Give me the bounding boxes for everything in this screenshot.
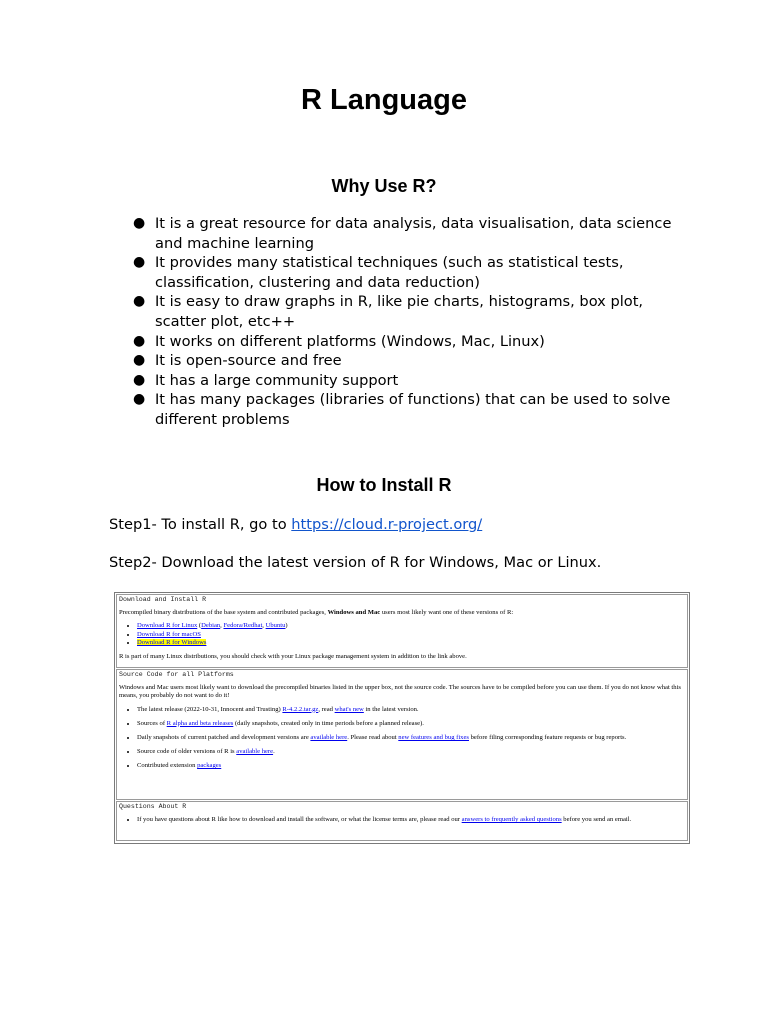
- how-to-install-heading: How to Install R: [316, 475, 452, 495]
- list-item: • Sources of R alpha and beta releases (daily snapshots, created only in time periods before a planned release).: [137, 720, 685, 728]
- intro-text: Precompiled binary distributions of the base system and contributed packages, Windows and Mac users most likely want one of these versions of R:: [119, 609, 514, 617]
- bullet-icon: ●: [133, 293, 146, 310]
- list-item: ● It is open-source and free: [133, 352, 342, 370]
- questions-list: [119, 816, 685, 824]
- alpha-beta-link[interactable]: R alpha and beta releases: [166, 719, 234, 727]
- bullet-icon: ●: [133, 254, 146, 271]
- list-item: ● It works on different platforms (Windows, Mac, Linux): [133, 332, 545, 350]
- why-use-r-list: [133, 214, 673, 430]
- list-item: [137, 639, 685, 647]
- list-item: ● It provides many statistical techniques (such as statistical tests, classification, clustering and data reduction): [133, 254, 624, 291]
- download-windows-link[interactable]: Download R for Windows: [137, 638, 207, 646]
- list-item: [137, 631, 685, 639]
- page-title: R Language: [301, 84, 467, 116]
- bullet-icon: ●: [133, 352, 146, 369]
- source-code-section: [116, 669, 688, 800]
- cran-screenshot: [114, 592, 690, 844]
- step2-paragraph: Step2- Download the latest version of R for Windows, Mac or Linux.: [109, 554, 602, 571]
- step1-paragraph: Step1- To install R, go to https://cloud.r-project.org/: [109, 516, 483, 533]
- ubuntu-link[interactable]: Ubuntu: [265, 622, 286, 630]
- bullet-icon: ●: [133, 215, 146, 231]
- intro-text: Windows and Mac users most likely want to download the precompiled binaries listed in the upper box, not the source code. The sources have to be compiled before you can use them. If you do not know what this means, you probably do not want to do it!: [119, 684, 681, 700]
- download-list: [119, 622, 685, 647]
- list-item: ● It is easy to draw graphs in R, like pie charts, histograms, box plot, scatter plot, etc++: [133, 293, 644, 330]
- why-use-r-heading: Why Use R?: [331, 176, 437, 196]
- fedora-link[interactable]: Fedora/Redhat: [223, 622, 263, 630]
- download-macos-link[interactable]: Download R for macOS: [137, 630, 201, 638]
- section-header: Source Code for all Platforms: [119, 671, 234, 678]
- download-linux-link[interactable]: Download R for Linux: [137, 622, 198, 630]
- bullet-icon: ●: [133, 332, 146, 349]
- list-item: ● It has a large community support: [133, 371, 399, 389]
- list-item: • If you have questions about R like how to download and install the software, or what the license terms are, please read our answers to frequently asked questions before you send an email.: [137, 816, 685, 824]
- new-features-link[interactable]: new features and bug fixes: [398, 734, 469, 742]
- list-item: • Contributed extension packages: [137, 762, 685, 770]
- section-header: Questions About R: [119, 803, 187, 810]
- list-item: • Daily snapshots of current patched and development versions are available here. Please read about new features and bug fixes before filing corresponding feature requests or bug reports.: [137, 734, 685, 742]
- list-item: • Source code of older versions of R is available here.: [137, 748, 685, 756]
- list-item: • The latest release (2022-10-31, Innocent and Trusting) R-4.2.2.tar.gz, read what's new in the latest version.: [137, 706, 685, 714]
- download-install-section: [116, 594, 688, 668]
- older-versions-link[interactable]: available here: [236, 748, 274, 756]
- bullet-icon: ●: [133, 391, 146, 408]
- questions-section: [116, 801, 688, 841]
- source-list: [119, 706, 685, 771]
- snapshots-link[interactable]: available here: [310, 734, 348, 742]
- linux-note: R is part of many Linux distributions, you should check with your Linux package management system in addition to the link above.: [119, 653, 467, 661]
- list-item: ● It has many packages (libraries of functions) that can be used to solve different problems: [133, 391, 671, 428]
- section-header: Download and Install R: [119, 596, 207, 603]
- faq-link[interactable]: answers to frequently asked questions: [461, 816, 562, 824]
- list-item: ● It is a great resource for data analysis, data visualisation, data science and machine learning: [133, 215, 672, 252]
- debian-link[interactable]: Debian: [201, 622, 221, 630]
- tarball-link[interactable]: R-4.2.2.tar.gz: [282, 705, 319, 713]
- whats-new-link[interactable]: what's new: [334, 705, 364, 713]
- list-item: • Download R for Linux (Debian, Fedora/Redhat, Ubuntu): [137, 622, 685, 630]
- cran-link[interactable]: https://cloud.r-project.org/: [291, 516, 483, 533]
- packages-link[interactable]: packages: [197, 762, 222, 770]
- bullet-icon: ●: [133, 371, 146, 388]
